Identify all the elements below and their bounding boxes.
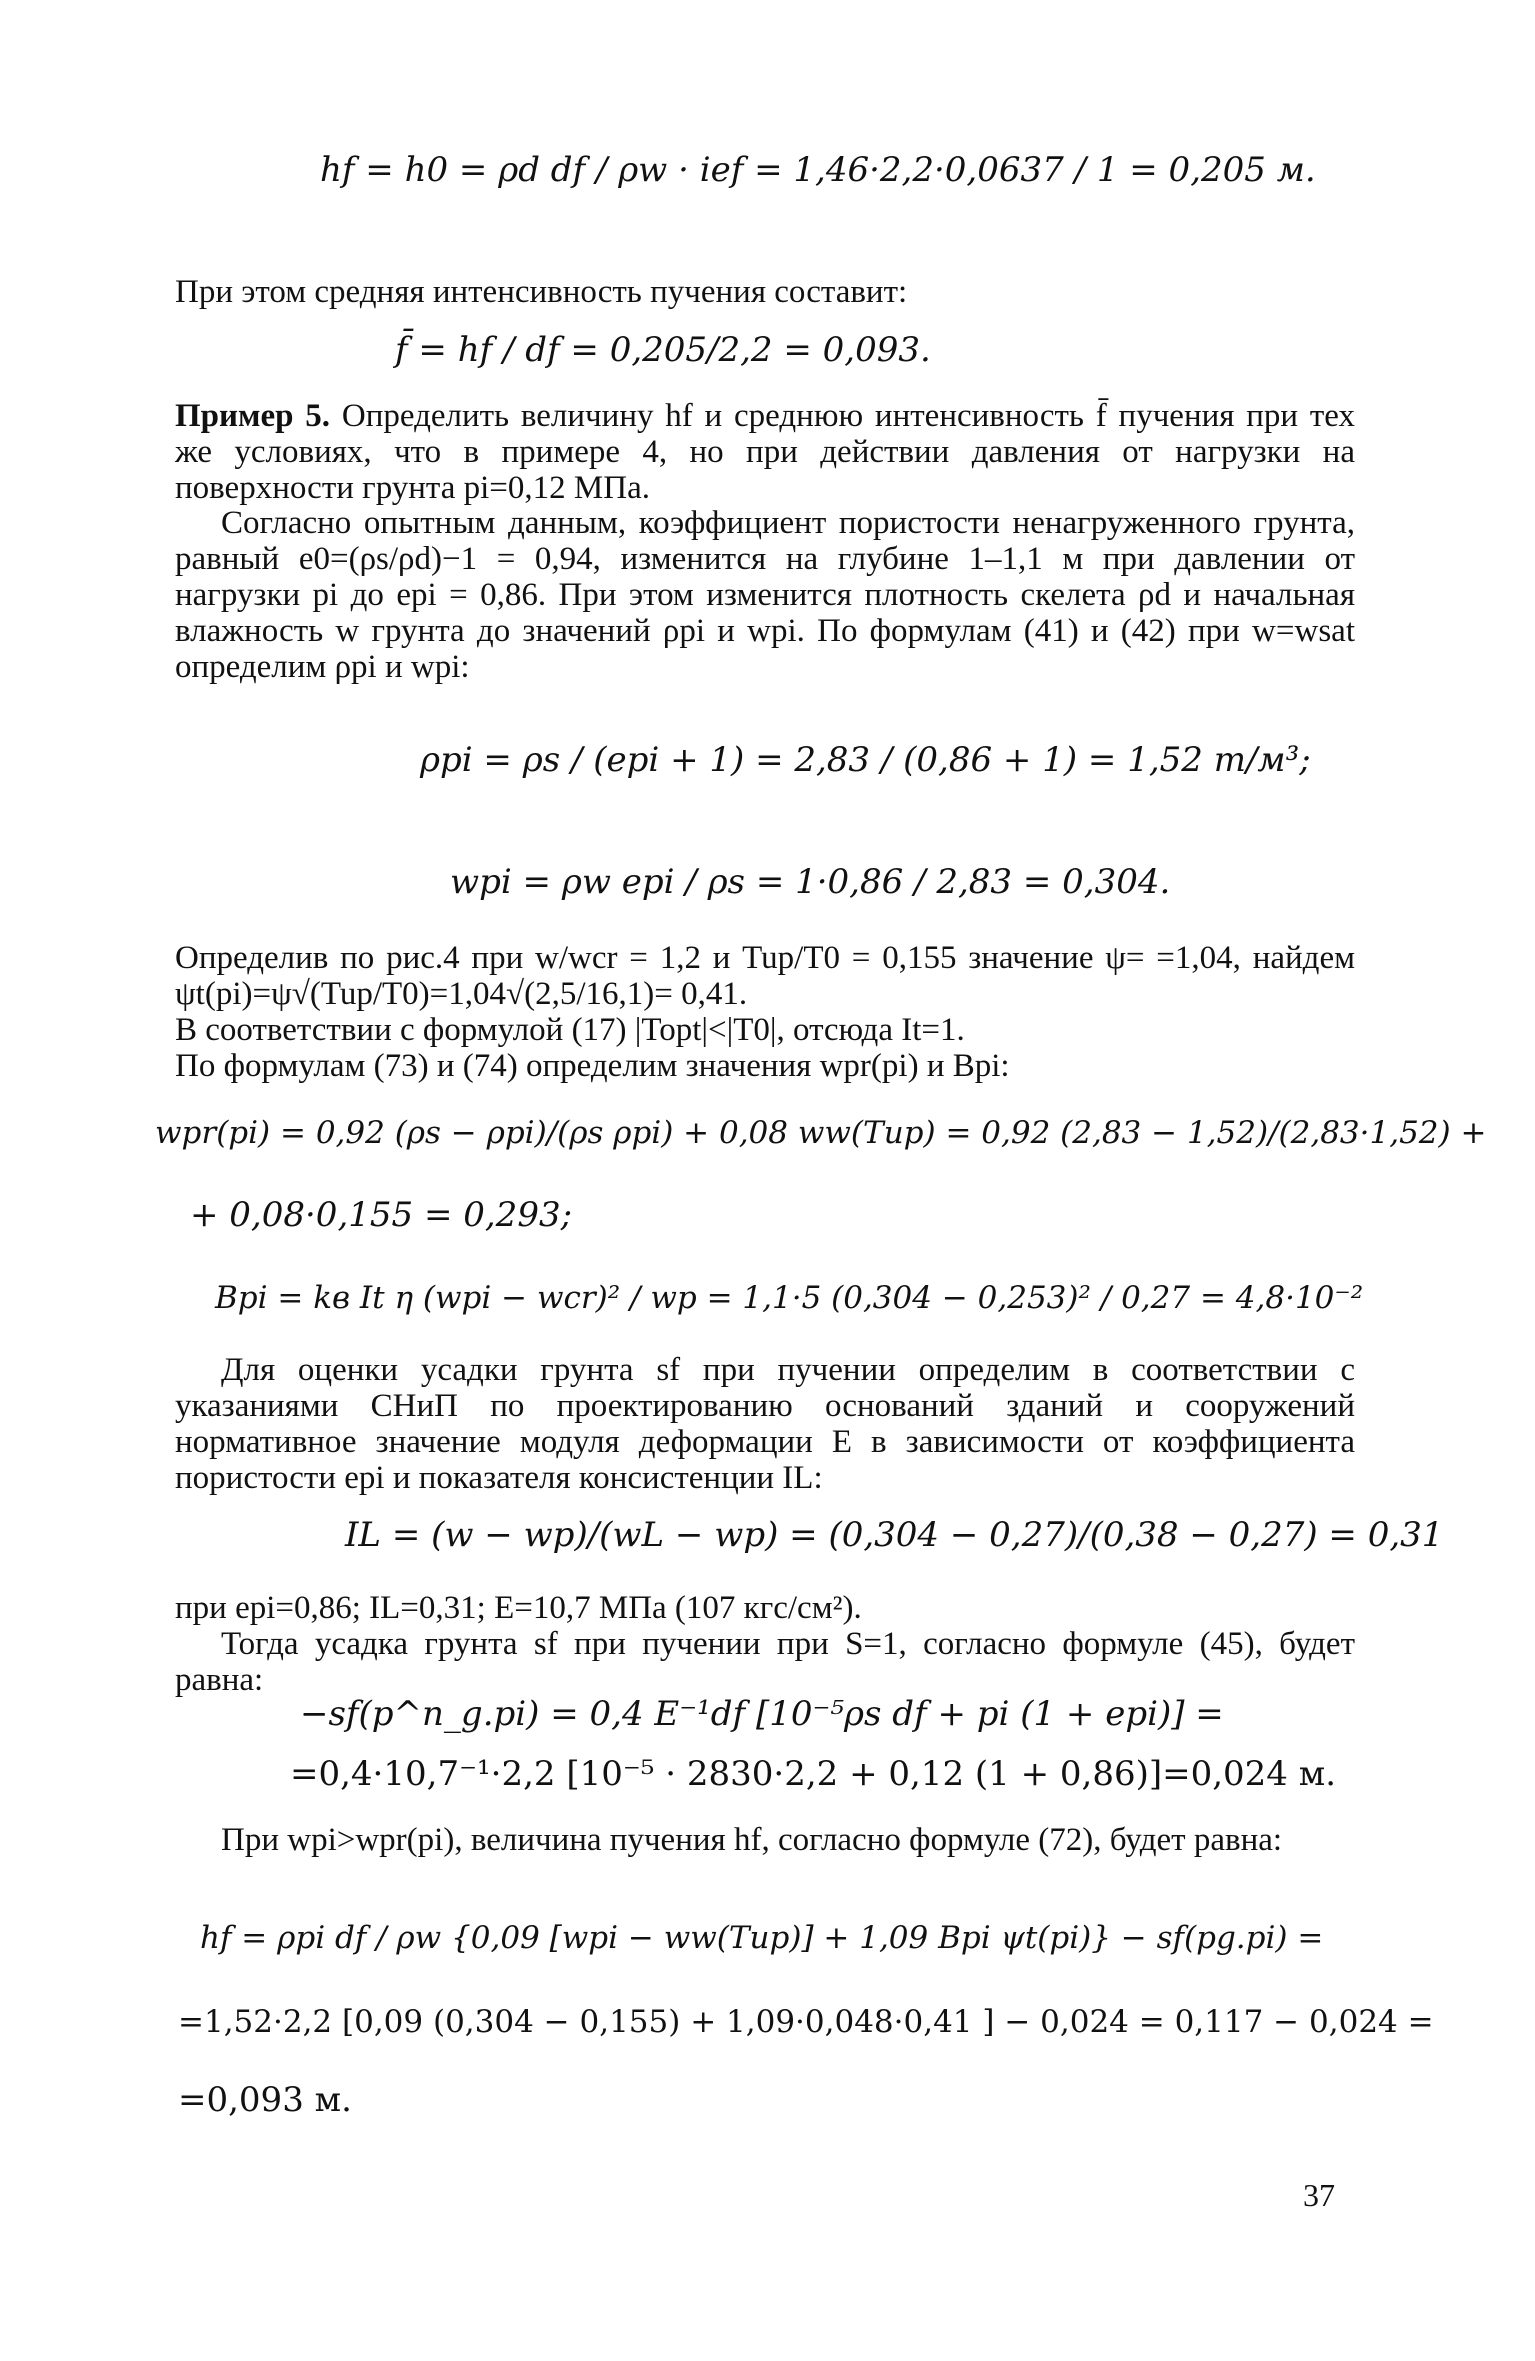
text-p5: В соответствии с формулой (17) |Topt|<|T0|, отсюда It=1. [175, 1012, 965, 1048]
text-p4: Определив по рис.4 при w/wcr = 1,2 и Tup/T0 = 0,155 значение ψ= =1,04, найдем ψt(pi)=ψ√(Tup/T0)=1,04√(2,5/16,1)= 0,41. [175, 940, 1355, 1012]
formula-il: IL = (w − wp)/(wL − wp) = (0,304 − 0,27)/(0,38 − 0,27) = 0,31 [345, 1515, 1444, 1555]
formula-bpi: Bpi = kв It η (wpi − wcr)² / wp = 1,1·5 (0,304 − 0,253)² / 0,27 = 4,8·10⁻² [215, 1280, 1364, 1316]
text-p9: Тогда усадка грунта sf при пучении при S=1, согласно формуле (45), будет равна: [175, 1626, 1355, 1698]
text-p1: При этом средняя интенсивность пучения составит: [175, 274, 908, 310]
text-p3: Согласно опытным данным, коэффициент пористости ненагруженного грунта, равный e0=(ρs/ρd)−1 = 0,94, изменится на глубине 1–1,1 м при давлении от нагрузки pi до epi = 0,86. При этом изменится плотность скелета ρd и начальная влажность w грунта до значений ρpi и wpi. По формулам (41) и (42) при w=wsat определим ρpi и wpi: [175, 505, 1355, 685]
formula-hf-value: =1,52·2,2 [0,09 (0,304 − 0,155) + 1,09·0,048·0,41 ] − 0,024 = 0,117 − 0,024 = [178, 2004, 1434, 2040]
formula-sf-value: =0,4·10,7⁻¹·2,2 [10⁻⁵ · 2830·2,2 + 0,12 (1 + 0,86)]=0,024 м. [290, 1754, 1336, 1794]
formula-hf-result: =0,093 м. [178, 2080, 352, 2120]
formula-rho-pi: ρpi = ρs / (epi + 1) = 2,83 / (0,86 + 1) = 1,52 т/м³; [420, 740, 1311, 780]
formula-wpr-cont: + 0,08·0,155 = 0,293; [190, 1195, 573, 1235]
formula-w-pi: wpi = ρw epi / ρs = 1·0,86 / 2,83 = 0,304. [450, 862, 1171, 902]
example-text: Определить величину hf и среднюю интенсивность f̄ пучения при тех же условиях, что в примере 4, но при действии давления от нагрузки на поверхности грунта pi=0,12 МПа. [175, 398, 1355, 506]
page-number: 37 [1303, 2177, 1335, 2213]
example-5-paragraph [175, 398, 1355, 506]
text-p8: при epi=0,86; IL=0,31; E=10,7 МПа (107 кгс/см²). [175, 1590, 862, 1626]
formula-sf: −sf(p^n_g.pi) = 0,4 E⁻¹df [10⁻⁵ρs df + pi (1 + epi)] = [300, 1694, 1224, 1734]
text-p10: При wpi>wpr(pi), величина пучения hf, согласно формуле (72), будет равна: [221, 1822, 1283, 1858]
example-label: Пример 5. [175, 398, 331, 434]
text-p6: По формулам (73) и (74) определим значения wpr(pi) и Bpi: [175, 1048, 1010, 1084]
formula-wpr: wpr(pi) = 0,92 (ρs − ρpi)/(ρs ρpi) + 0,08 ww(Tup) = 0,92 (2,83 − 1,52)/(2,83·1,52) + [155, 1115, 1487, 1151]
text-p7: Для оценки усадки грунта sf при пучении определим в соответствии с указаниями СНиП по проектированию оснований зданий и сооружений нормативное значение модуля деформации E в зависимости от коэффициента пористости epi и показателя консистенции IL: [175, 1352, 1355, 1496]
formula-hf-final: hf = ρpi df / ρw {0,09 [wpi − ww(Tup)] + 1,09 Bpi ψt(pi)} − sf(pg.pi) = [200, 1920, 1324, 1956]
formula-hf-h0: hf = h0 = ρd df / ρw · ief = 1,46·2,2·0,0637 / 1 = 0,205 м. [320, 150, 1316, 190]
formula-mean-intensity: f̄ = hf / df = 0,205/2,2 = 0,093. [395, 330, 931, 370]
